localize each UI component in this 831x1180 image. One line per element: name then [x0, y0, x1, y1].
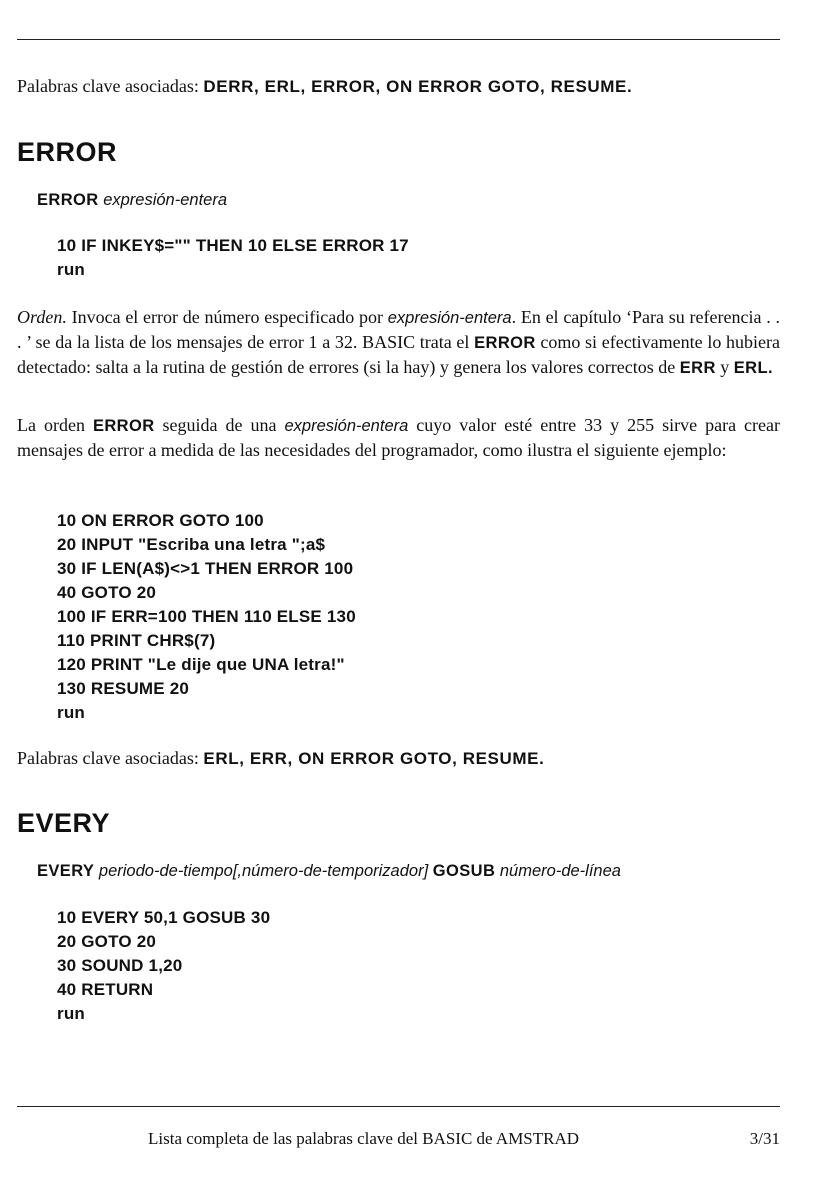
bottom-rule	[17, 1106, 780, 1107]
code-line: run	[57, 1004, 85, 1023]
text-run: . En el capítulo ‘Para su referencia . . . ’ se da la lista de los mensajes de error 1 a 32. BASIC trata el	[17, 307, 780, 352]
inline-keyword: ERL.	[733, 359, 773, 377]
syntax-argument-line: número-de-línea	[499, 862, 621, 880]
syntax-argument: periodo-de-tiempo[,número-de-temporizador]	[98, 862, 429, 880]
code-line: 20 GOTO 20	[57, 932, 157, 951]
syntax-keyword-gosub: GOSUB	[432, 862, 496, 880]
related-label: Palabras clave asociadas:	[17, 748, 199, 768]
code-line: 10 IF INKEY$="" THEN 10 ELSE ERROR 17	[57, 236, 409, 255]
code-line: 10 EVERY 50,1 GOSUB 30	[57, 908, 271, 927]
section-heading-error: ERROR	[17, 137, 118, 167]
code-block-error-2	[57, 509, 356, 725]
inline-keyword: ERROR	[92, 417, 155, 435]
related-keywords-top	[17, 74, 632, 99]
top-rule	[17, 39, 780, 40]
syntax-keyword: EVERY	[37, 862, 95, 880]
syntax-keyword: ERROR	[37, 191, 99, 209]
code-block-error-1	[57, 234, 409, 282]
inline-keyword: ERROR	[474, 334, 536, 352]
code-line: run	[57, 703, 85, 722]
related-keywords-error	[17, 746, 544, 771]
code-line: 100 IF ERR=100 THEN 110 ELSE 130	[57, 607, 356, 626]
inline-argument: expresión-entera	[387, 309, 512, 327]
text-run: Invoca el error de número especificado por	[66, 307, 388, 327]
syntax-every	[37, 860, 621, 882]
code-line: 30 IF LEN(A$)<>1 THEN ERROR 100	[57, 559, 354, 578]
text-run: La orden	[17, 415, 93, 435]
paragraph-error-description	[17, 305, 780, 380]
related-keywords: DERR, ERL, ERROR, ON ERROR GOTO, RESUME.	[203, 77, 633, 96]
code-line: 20 INPUT "Escriba una letra ";a$	[57, 535, 326, 554]
orden-label: Orden.	[17, 307, 67, 327]
text-run: seguida de una	[154, 415, 285, 435]
text-run: cuyo valor esté entre 33 y 255 sirve para crear mensajes de error a medida de las necesidades del programador, como ilustra el siguiente ejemplo:	[17, 415, 781, 460]
code-line: 110 PRINT CHR$(7)	[57, 631, 216, 650]
related-label: Palabras clave asociadas:	[17, 76, 199, 96]
code-block-every	[57, 906, 270, 1026]
code-line: 10 ON ERROR GOTO 100	[57, 511, 264, 530]
code-line: 30 SOUND 1,20	[57, 956, 183, 975]
text-run: y	[715, 357, 734, 377]
code-line: run	[57, 260, 85, 279]
section-heading-every: EVERY	[17, 808, 111, 838]
syntax-argument: expresión-entera	[103, 191, 228, 209]
related-keywords: ERL, ERR, ON ERROR GOTO, RESUME.	[203, 749, 545, 768]
code-line: 40 RETURN	[57, 980, 154, 999]
code-line: 130 RESUME 20	[57, 679, 190, 698]
syntax-error	[37, 189, 227, 211]
inline-argument: expresión-entera	[284, 417, 409, 435]
code-line: 120 PRINT "Le dije que UNA letra!"	[57, 655, 345, 674]
footer-title: Lista completa de las palabras clave del BASIC de AMSTRAD	[148, 1129, 580, 1148]
paragraph-error-custom	[17, 413, 780, 462]
inline-keyword: ERR	[679, 359, 716, 377]
code-line: 40 GOTO 20	[57, 583, 157, 602]
page-number: 3/31	[749, 1129, 780, 1148]
text-run: como si efectivamente lo hubiera detectado: salta a la rutina de gestión de errores (si la hay) y genera los valores correctos de	[17, 332, 780, 377]
